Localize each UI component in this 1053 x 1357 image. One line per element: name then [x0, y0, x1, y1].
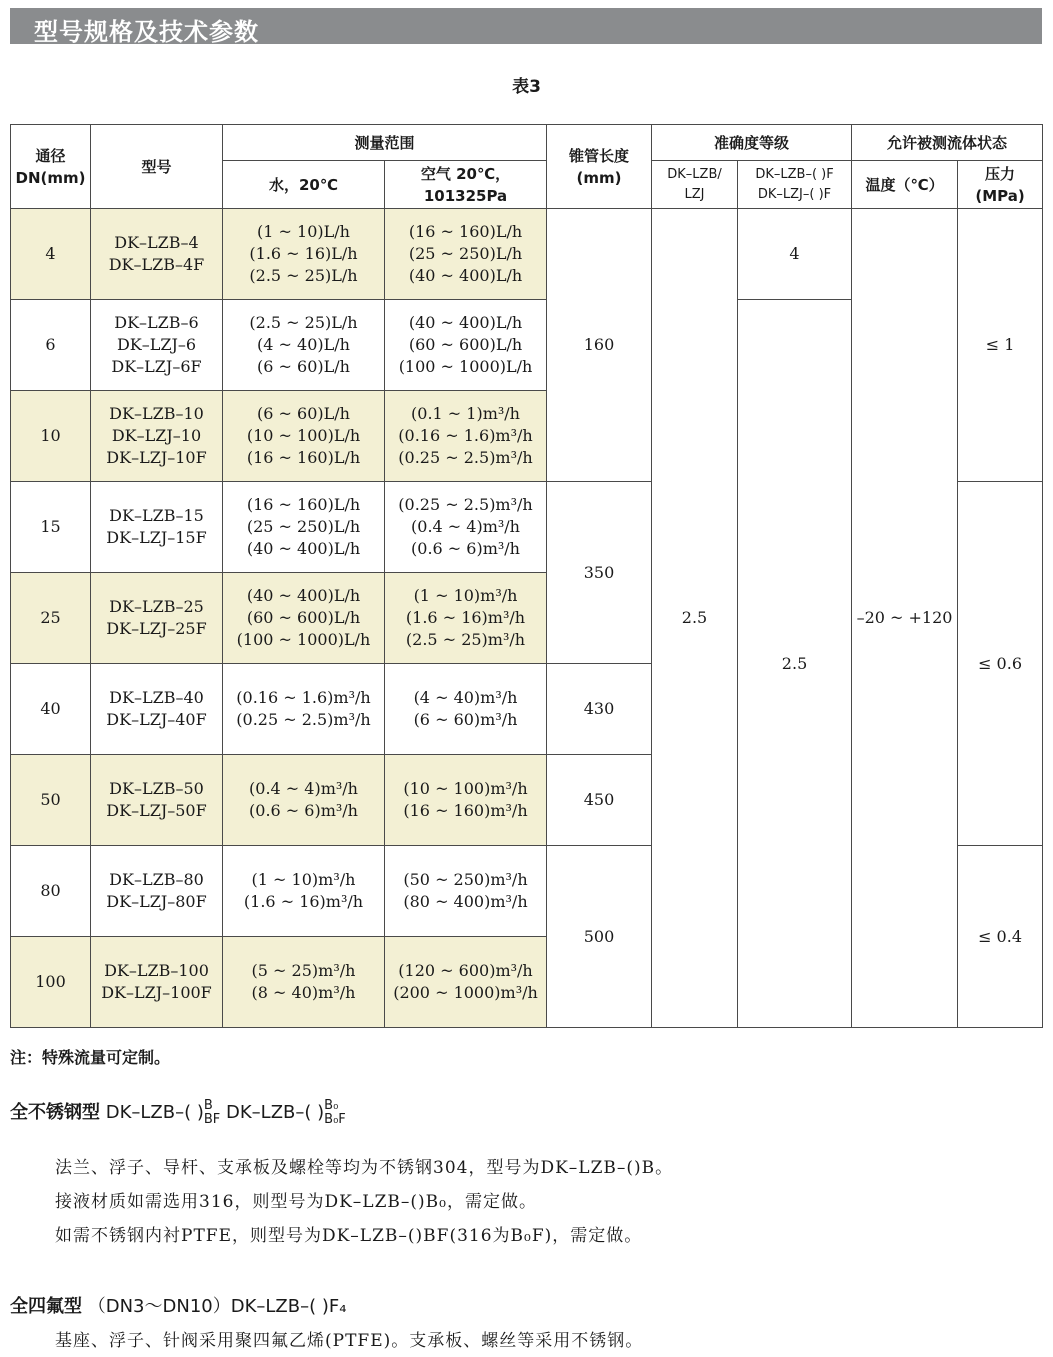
cell-pressure: ≤ 1 [958, 209, 1043, 482]
cell-model: DK–LZB–80 DK–LZJ–80F [91, 846, 223, 937]
cell-cone-length: 450 [547, 755, 652, 846]
header-range: 测量范围 [223, 125, 547, 161]
cell-air-range: (16 ~ 160)L/h (25 ~ 250)L/h (40 ~ 400)L/h [385, 209, 547, 300]
cell-accuracy-f: 2.5 [738, 300, 852, 1028]
cell-water-range: (1 ~ 10)L/h (1.6 ~ 16)L/h (2.5 ~ 25)L/h [223, 209, 385, 300]
cell-model: DK–LZB–15 DK–LZJ–15F [91, 482, 223, 573]
header-accuracy: 准确度等级 [652, 125, 852, 161]
header-temperature: 温度（℃） [852, 161, 958, 209]
suffix-top: B [203, 1098, 213, 1113]
cell-model: DK–LZB–25 DK–LZJ–25F [91, 573, 223, 664]
cell-dn: 10 [11, 391, 91, 482]
cell-air-range: (10 ~ 100)m³/h (16 ~ 160)m³/h [385, 755, 547, 846]
cell-water-range: (0.16 ~ 1.6)m³/h (0.25 ~ 2.5)m³/h [223, 664, 385, 755]
cell-accuracy-standard: 2.5 [652, 209, 738, 1028]
section-header-bar [10, 8, 1042, 44]
stainless-line-1: 法兰、浮子、导杆、支承板及螺栓等均为不锈钢304，型号为DK–LZB–()B。 [55, 1158, 674, 1178]
stainless-model-b: DK–LZB–( ) [226, 1102, 325, 1123]
cell-dn: 80 [11, 846, 91, 937]
cell-cone-length: 430 [547, 664, 652, 755]
cell-air-range: (0.25 ~ 2.5)m³/h (0.4 ~ 4)m³/h (0.6 ~ 6)m³/h [385, 482, 547, 573]
cell-model: DK–LZB–4 DK–LZB–4F [91, 209, 223, 300]
section-title: 型号规格及技术参数 [34, 18, 259, 46]
suffix-top: B₀ [324, 1098, 339, 1113]
ptfe-title-model: （DN3～DN10）DK–LZB–( )F₄ [87, 1296, 347, 1317]
table-row [11, 209, 1043, 300]
header-dn: 通径 DN(mm) [11, 125, 91, 209]
cell-dn: 4 [11, 209, 91, 300]
header-accuracy-f: DK–LZB–( )F DK–LZJ–( )F [738, 161, 852, 209]
cell-air-range: (40 ~ 400)L/h (60 ~ 600)L/h (100 ~ 1000)L/h [385, 300, 547, 391]
cell-temperature: –20 ~ +120 [852, 209, 958, 1028]
suffix-bottom: B₀F [324, 1112, 346, 1127]
stainless-line-2: 接液材质如需选用316，则型号为DK–LZB–()B₀，需定做。 [55, 1192, 537, 1212]
stainless-title-label: 全不锈钢型 [10, 1102, 100, 1123]
stainless-model-a: DK–LZB–( ) [105, 1102, 204, 1123]
header-model: 型号 [91, 125, 223, 209]
cell-dn: 6 [11, 300, 91, 391]
cell-dn: 50 [11, 755, 91, 846]
header-pressure: 压力 (MPa) [958, 161, 1043, 209]
cell-air-range: (0.1 ~ 1)m³/h (0.16 ~ 1.6)m³/h (0.25 ~ 2.5)m³/h [385, 391, 547, 482]
header-fluid-state: 允许被测流体状态 [852, 125, 1043, 161]
cell-air-range: (120 ~ 600)m³/h (200 ~ 1000)m³/h [385, 937, 547, 1028]
cell-model: DK–LZB–50 DK–LZJ–50F [91, 755, 223, 846]
cell-cone-length: 160 [547, 209, 652, 482]
cell-dn: 15 [11, 482, 91, 573]
table-note: 注：特殊流量可定制。 [10, 1048, 171, 1067]
ptfe-title-label: 全四氟型 [10, 1296, 82, 1317]
cell-dn: 40 [11, 664, 91, 755]
cell-water-range: (5 ~ 25)m³/h (8 ~ 40)m³/h [223, 937, 385, 1028]
header-air: 空气 20℃， 101325Pa [385, 161, 547, 209]
cell-air-range: (1 ~ 10)m³/h (1.6 ~ 16)m³/h (2.5 ~ 25)m³/h [385, 573, 547, 664]
cell-cone-length: 350 [547, 482, 652, 664]
stainless-title [10, 1098, 346, 1127]
cell-water-range: (2.5 ~ 25)L/h (4 ~ 40)L/h (6 ~ 60)L/h [223, 300, 385, 391]
header-water: 水，20℃ [223, 161, 385, 209]
cell-dn: 100 [11, 937, 91, 1028]
ptfe-title [10, 1292, 346, 1318]
header-cone-length: 锥管长度 (mm) [547, 125, 652, 209]
cell-pressure: ≤ 0.4 [958, 846, 1043, 1028]
spec-table [10, 124, 1043, 1028]
cell-model: DK–LZB–10 DK–LZJ–10 DK–LZJ–10F [91, 391, 223, 482]
cell-dn: 25 [11, 573, 91, 664]
stainless-suffix-a [204, 1099, 220, 1127]
cell-model: DK–LZB–40 DK–LZJ–40F [91, 664, 223, 755]
cell-air-range: (4 ~ 40)m³/h (6 ~ 60)m³/h [385, 664, 547, 755]
cell-water-range: (0.4 ~ 4)m³/h (0.6 ~ 6)m³/h [223, 755, 385, 846]
suffix-bottom: BF [203, 1112, 221, 1127]
stainless-suffix-b [324, 1099, 346, 1127]
cell-cone-length: 500 [547, 846, 652, 1028]
cell-accuracy-f: 4 [738, 209, 852, 300]
cell-water-range: (40 ~ 400)L/h (60 ~ 600)L/h (100 ~ 1000)L/h [223, 573, 385, 664]
cell-pressure: ≤ 0.6 [958, 482, 1043, 846]
cell-model: DK–LZB–100 DK–LZJ–100F [91, 937, 223, 1028]
cell-model: DK–LZB–6 DK–LZJ–6 DK–LZJ–6F [91, 300, 223, 391]
header-accuracy-standard: DK–LZB/ LZJ [652, 161, 738, 209]
table-caption: 表3 [512, 77, 541, 97]
cell-water-range: (16 ~ 160)L/h (25 ~ 250)L/h (40 ~ 400)L/h [223, 482, 385, 573]
stainless-line-3: 如需不锈钢内衬PTFE，则型号为DK–LZB–()BF(316为B₀F)，需定做。 [55, 1226, 643, 1246]
ptfe-line: 基座、浮子、针阀采用聚四氟乙烯(PTFE)。支承板、螺丝等采用不锈钢。 [55, 1331, 644, 1351]
cell-air-range: (50 ~ 250)m³/h (80 ~ 400)m³/h [385, 846, 547, 937]
cell-water-range: (6 ~ 60)L/h (10 ~ 100)L/h (16 ~ 160)L/h [223, 391, 385, 482]
cell-water-range: (1 ~ 10)m³/h (1.6 ~ 16)m³/h [223, 846, 385, 937]
